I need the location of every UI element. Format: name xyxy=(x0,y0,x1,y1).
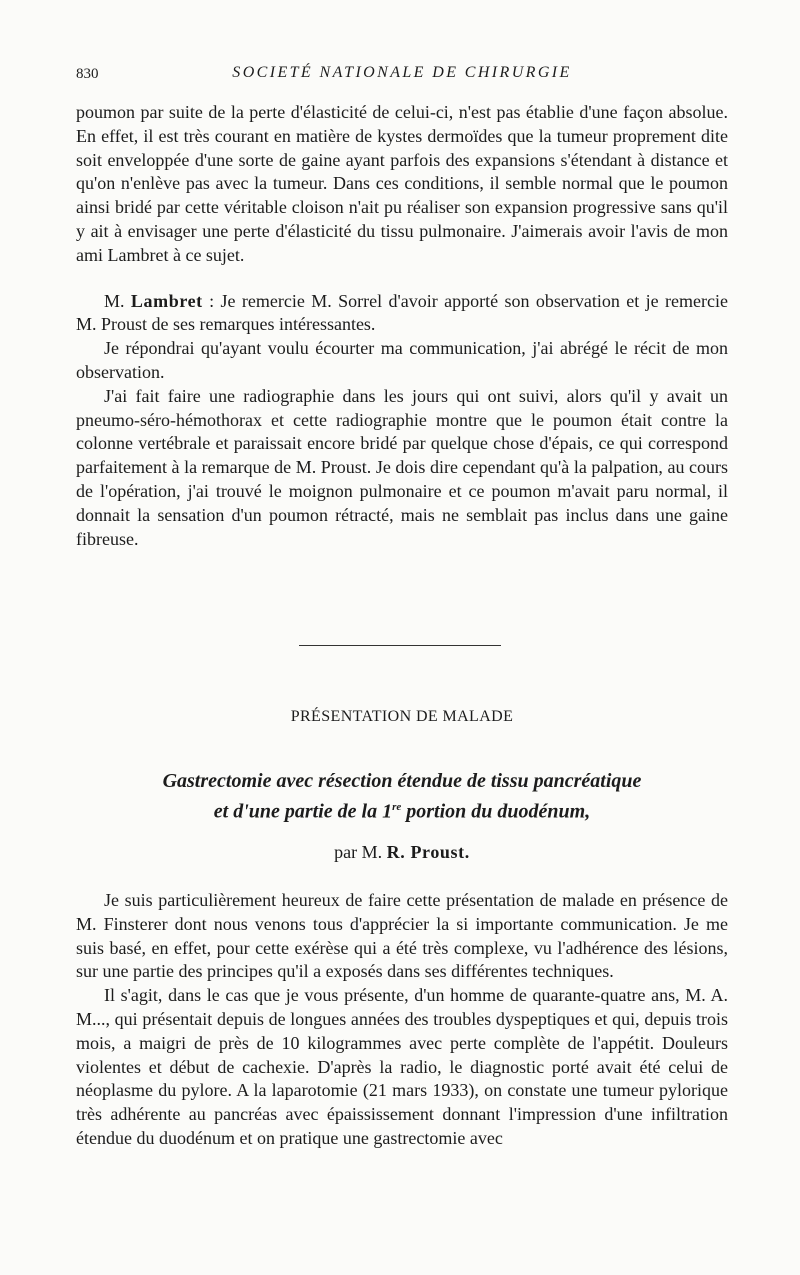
author-name: R. Proust. xyxy=(386,842,470,862)
paragraph: poumon par suite de la perte d'élasticité de celui-ci, n'est pas établie d'une façon absolue. En effet, il est très courant en matière de kystes dermoïdes que la tumeur proprement dite soit enveloppée d'une sorte de gaine ayant parfois des expansions s'étendant à distance et qu'on n'enlève pas avec la tumeur. Dans ces conditions, il semble normal que le poumon ainsi bridé par cette véritable cloison n'ait pu réaliser son expansion progressive sans qu'il y ait à envisager une perte d'élasticité du tissu pulmonaire. J'aimerais avoir l'avis de mon ami Lambret à ce sujet. xyxy=(76,102,728,265)
paragraph xyxy=(76,290,728,338)
speaker-prefix: M. xyxy=(104,290,131,311)
running-title: SOCIETÉ NATIONALE DE CHIRURGIE xyxy=(232,64,572,81)
title-line: Gastrectomie avec résection étendue de tissu pancréatique xyxy=(162,770,642,792)
running-header xyxy=(76,62,728,88)
article-text xyxy=(76,889,728,1151)
speaker-text: : Je remercie M. Sorrel d'avoir apporté son observation et je remercie M. Proust de ses remarques intéressantes. xyxy=(76,290,728,335)
byline-prefix: par M. xyxy=(334,842,387,862)
speaker-name: Lambret xyxy=(130,290,203,311)
title-text: portion du duodénum, xyxy=(401,800,591,823)
byline xyxy=(76,842,728,863)
discussion-text xyxy=(76,101,728,551)
title-text: et d'une partie de la 1 xyxy=(213,800,393,823)
paragraph: Il s'agit, dans le cas que je vous présente, d'un homme de quarante-quatre ans, M. A. M..., qui présentait depuis de longues années des troubles dyspeptiques et qui, depuis trois mois, a maigri de près de 10 kilogrammes avec perte complète de l'appétit. Douleurs violentes et début de cachexie. D'après la radio, le diagnostic porté avait été celui de néoplasme du pylore. A la laparotomie (21 mars 1933), on constate une tumeur pylorique très adhérente au pancréas avec épaississement donnant l'impression d'une infiltration étendue du duodénum et on pratique une gastrectomie avec xyxy=(76,985,728,1148)
section-heading: PRÉSENTATION DE MALADE xyxy=(290,708,514,725)
section-divider xyxy=(299,645,501,646)
ordinal-superscript: re xyxy=(392,801,402,813)
paragraph: Je répondrai qu'ayant voulu écourter ma communication, j'ai abrégé le récit de mon observation. xyxy=(76,338,728,382)
page-number: 830 xyxy=(76,66,99,82)
paragraph: Je suis particulièrement heureux de faire cette présentation de malade en présence de M. Finsterer dont nous venons tous d'apprécier la si importante communication. Je me suis basé, en effet, pour cette exérèse qui a été très complexe, vu l'adhérence des lésions, sur une partie des principes qu'il a exposés dans ses différentes techniques. xyxy=(76,890,728,982)
title-line xyxy=(76,794,728,825)
paragraph: J'ai fait faire une radiographie dans les jours qui ont suivi, alors qu'il y avait un pneumo-séro-hémothorax et cette radiographie montre que le poumon était contre la colonne vertébrale et paraissait encore bridé par quelque chose d'épais, ce qui correspond parfaitement à la remarque de M. Proust. Je dois dire cependant qu'à la palpation, au cours de l'opération, j'ai trouvé le moignon pulmonaire et ce poumon m'avait paru normal, il donnait la sensation d'un poumon rétracté, mais ne semblait pas inclus dans une gaine fibreuse. xyxy=(76,385,728,549)
article-title xyxy=(76,768,728,825)
